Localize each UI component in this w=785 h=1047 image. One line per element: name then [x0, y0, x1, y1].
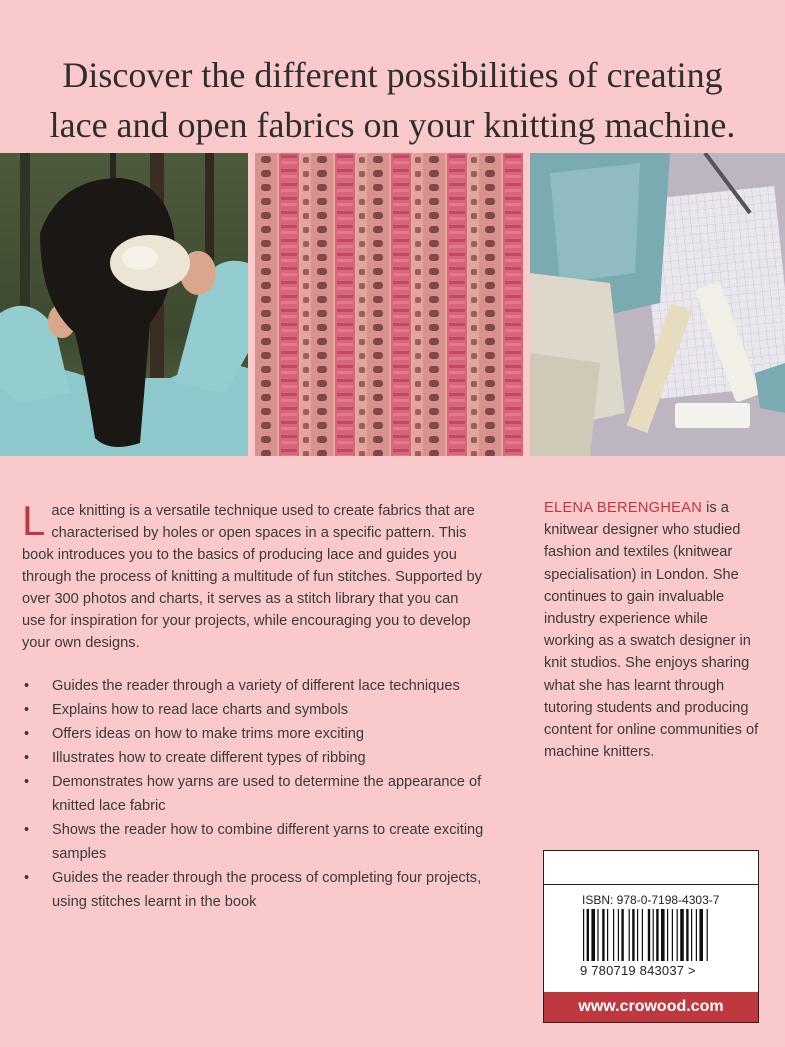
barcode-bar	[583, 909, 584, 961]
list-item: • Offers ideas on how to make trims more exciting	[22, 722, 492, 746]
barcode-bar	[661, 909, 665, 961]
barcode-bar	[677, 909, 678, 961]
barcode-digits: 9 780719 843037 >	[580, 963, 696, 978]
photo-swatches-tools	[530, 153, 785, 456]
list-item: • Demonstrates how yarns are used to determine the appearance of knitted lace fabric	[22, 770, 492, 818]
list-item: • Explains how to read lace charts and symbols	[22, 698, 492, 722]
bullet-icon: •	[24, 870, 30, 886]
bullet-icon: •	[24, 750, 30, 766]
author-bio-text: is a knitwear designer who studied fashion and textiles (knitwear specialisation) in London. She continues to gain invaluable industry experience while working as a swatch designer in knit studios. She enjoys sharing what she has learnt through tutoring students and producing content for online communities of machine knitters.	[544, 500, 759, 761]
bullet-icon: •	[24, 726, 30, 742]
barcode-bar	[680, 909, 684, 961]
barcode-bar	[686, 909, 688, 961]
bullet-icon: •	[24, 822, 30, 838]
barcode-divider	[544, 884, 758, 885]
list-item: • Guides the reader through a variety of different lace techniques	[22, 674, 492, 698]
barcode-bar	[642, 909, 643, 961]
barcode-bar	[637, 909, 638, 961]
photo-woman-scrunchie	[0, 153, 248, 456]
barcode-bar	[696, 909, 697, 961]
bullet-icon: •	[24, 702, 30, 718]
barcode-bar	[656, 909, 658, 961]
website-url[interactable]: www.crowood.com	[544, 992, 758, 1022]
isbn-label: ISBN: 978-0-7198-4303-7	[582, 893, 720, 907]
barcode-bar	[699, 909, 703, 961]
list-item: • Illustrates how to create different types of ribbing	[22, 746, 492, 770]
barcode-panel	[543, 850, 759, 1023]
barcode-bar	[632, 909, 634, 961]
list-item: • Shows the reader how to combine different yarns to create exciting samples	[22, 818, 492, 866]
barcode-bar	[602, 909, 604, 961]
barcode-bar	[648, 909, 650, 961]
barcode-bar	[653, 909, 654, 961]
bullet-icon: •	[24, 678, 30, 694]
barcode-bar	[691, 909, 692, 961]
headline	[0, 50, 785, 150]
barcode-bar	[607, 909, 608, 961]
barcode-bar	[597, 909, 598, 961]
description-text	[22, 497, 482, 654]
headline-line-2: lace and open fabrics on your knitting machine.	[49, 105, 736, 145]
description-body: ace knitting is a versatile technique used to create fabrics that are characterised by holes or open spaces in a specific pattern. This book introduces you to the basics of producing lace and guides you through the process of knitting a multitude of fun stitches. Supported by over 300 photos and charts, it serves as a stitch library that you can use for inspiration for your projects, while encouraging you to develop your own designs.	[22, 503, 482, 651]
barcode-bar	[667, 909, 668, 961]
barcode-bar	[618, 909, 619, 961]
barcode-bar	[707, 909, 708, 961]
photo-pink-lace-fabric	[255, 153, 523, 456]
barcode-bar	[629, 909, 630, 961]
barcode-bar	[587, 909, 589, 961]
list-item: • Guides the reader through the process of completing four projects, using stitches learnt in the book	[22, 866, 492, 914]
author-bio	[544, 497, 759, 763]
author-name: ELENA BERENGHEAN	[544, 500, 703, 516]
barcode-bars	[581, 909, 731, 963]
barcode-bar	[613, 909, 614, 961]
barcode-bar	[591, 909, 595, 961]
barcode-bar	[672, 909, 673, 961]
barcode-bar	[621, 909, 623, 961]
drop-cap: L	[22, 497, 46, 544]
headline-line-1: Discover the different possibilities of creating	[62, 55, 723, 95]
bullet-icon: •	[24, 774, 30, 790]
feature-list	[22, 674, 492, 914]
